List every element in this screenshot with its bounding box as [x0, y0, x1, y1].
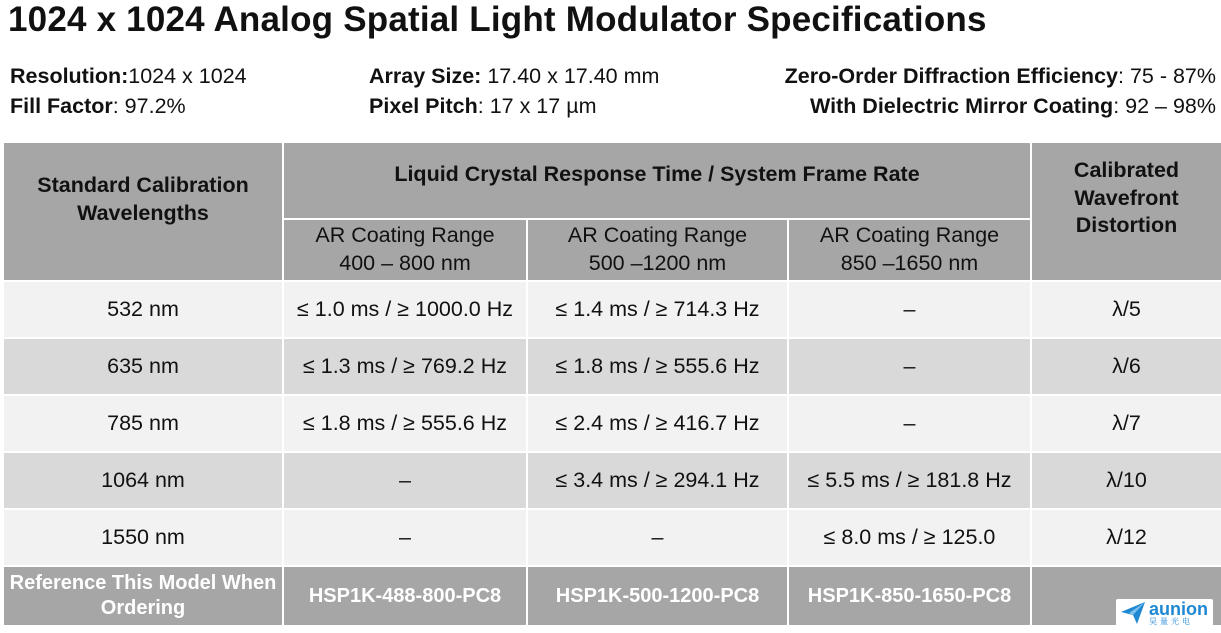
dielectric-value: : 92 – 98%	[1113, 94, 1216, 118]
coating-range: 500 –1200 nm	[588, 251, 727, 275]
response-cell-500-1200: ≤ 3.4 ms / ≥ 294.1 Hz	[527, 452, 788, 509]
response-cell-400-800: ≤ 1.8 ms / ≥ 555.6 Hz	[283, 395, 527, 452]
zero-order-value: : 75 - 87%	[1118, 64, 1216, 88]
coating-range: 400 – 800 nm	[339, 251, 471, 275]
table-row	[3, 338, 1221, 395]
model-number-500-1200: HSP1K-500-1200-PC8	[527, 566, 788, 626]
wavelength-cell: 635 nm	[3, 338, 283, 395]
response-cell-850-1650: –	[788, 338, 1031, 395]
table-row	[3, 281, 1221, 338]
header-distortion: Calibrated Wavefront Distortion	[1073, 157, 1180, 238]
table-row	[3, 395, 1221, 452]
response-cell-400-800: –	[283, 509, 527, 566]
ordering-row	[3, 566, 1221, 626]
coating-label: AR Coating Range	[315, 223, 495, 248]
spec-dielectric-coating	[810, 94, 1216, 119]
dielectric-label: With Dielectric Mirror Coating	[809, 94, 1114, 118]
response-cell-400-800: ≤ 1.0 ms / ≥ 1000.0 Hz	[283, 281, 527, 338]
fill-factor-value: : 97.2%	[112, 94, 186, 118]
coating-label: AR Coating Range	[567, 223, 748, 248]
zero-order-label: Zero-Order Diffraction Efficiency	[784, 64, 1118, 88]
wavelength-cell: 1550 nm	[3, 509, 283, 566]
spec-array-size	[369, 64, 659, 89]
response-cell-500-1200: ≤ 1.4 ms / ≥ 714.3 Hz	[527, 281, 788, 338]
spec-resolution	[10, 64, 247, 89]
pixel-pitch-label: Pixel Pitch	[369, 94, 478, 118]
model-number-400-800: HSP1K-488-800-PC8	[283, 566, 527, 626]
logo-text: aunion	[1149, 599, 1208, 619]
header-wavelengths: Standard Calibration Wavelengths	[37, 172, 249, 225]
distortion-cell: λ/12	[1031, 509, 1221, 566]
table-row	[3, 509, 1221, 566]
response-cell-850-1650: –	[788, 395, 1031, 452]
header-wavelengths-cell	[3, 142, 283, 281]
response-cell-500-1200: ≤ 2.4 ms / ≥ 416.7 Hz	[527, 395, 788, 452]
page-title: 1024 x 1024 Analog Spatial Light Modulator Specifications	[8, 0, 987, 39]
response-cell-850-1650: –	[788, 281, 1031, 338]
array-size-value: 17.40 x 17.40 mm	[481, 64, 660, 88]
array-size-label: Array Size:	[369, 64, 482, 88]
paper-plane-logo-icon	[1120, 601, 1146, 625]
distortion-cell: λ/7	[1031, 395, 1221, 452]
distortion-cell: λ/6	[1031, 338, 1221, 395]
coating-header-850-1650	[788, 219, 1031, 281]
coating-header-400-800	[283, 219, 527, 281]
distortion-cell: λ/5	[1031, 281, 1221, 338]
response-cell-500-1200: ≤ 1.8 ms / ≥ 555.6 Hz	[527, 338, 788, 395]
fill-factor-label: Fill Factor	[10, 94, 113, 118]
coating-label: AR Coating Range	[819, 223, 1000, 248]
wavelength-cell: 532 nm	[3, 281, 283, 338]
coating-range: 850 –1650 nm	[840, 251, 979, 275]
response-cell-500-1200: –	[527, 509, 788, 566]
header-response-cell	[283, 142, 1031, 219]
table-row	[3, 452, 1221, 509]
spec-fill-factor	[10, 94, 186, 119]
response-cell-850-1650: ≤ 5.5 ms / ≥ 181.8 Hz	[788, 452, 1031, 509]
wavelength-cell: 1064 nm	[3, 452, 283, 509]
header-distortion-cell	[1031, 142, 1221, 281]
response-cell-400-800: ≤ 1.3 ms / ≥ 769.2 Hz	[283, 338, 527, 395]
ordering-label: Reference This Model When Ordering	[3, 566, 283, 626]
pixel-pitch-value: : 17 x 17 µm	[477, 94, 597, 118]
spec-table	[2, 141, 1221, 627]
spec-zero-order-efficiency	[785, 64, 1216, 89]
logo-subtext: 昊量光电	[1149, 617, 1193, 626]
coating-header-500-1200	[527, 219, 788, 281]
wavelength-cell: 785 nm	[3, 395, 283, 452]
spec-pixel-pitch	[369, 94, 597, 119]
response-cell-400-800: –	[283, 452, 527, 509]
resolution-value: 1024 x 1024	[128, 64, 247, 88]
header-response-time: Liquid Crystal Response Time / System Frame Rate	[394, 161, 920, 186]
response-cell-850-1650: ≤ 8.0 ms / ≥ 125.0	[788, 509, 1031, 566]
resolution-label: Resolution:	[10, 64, 129, 88]
distortion-cell: λ/10	[1031, 452, 1221, 509]
model-number-850-1650: HSP1K-850-1650-PC8	[788, 566, 1031, 626]
aunion-logo	[1116, 599, 1213, 626]
